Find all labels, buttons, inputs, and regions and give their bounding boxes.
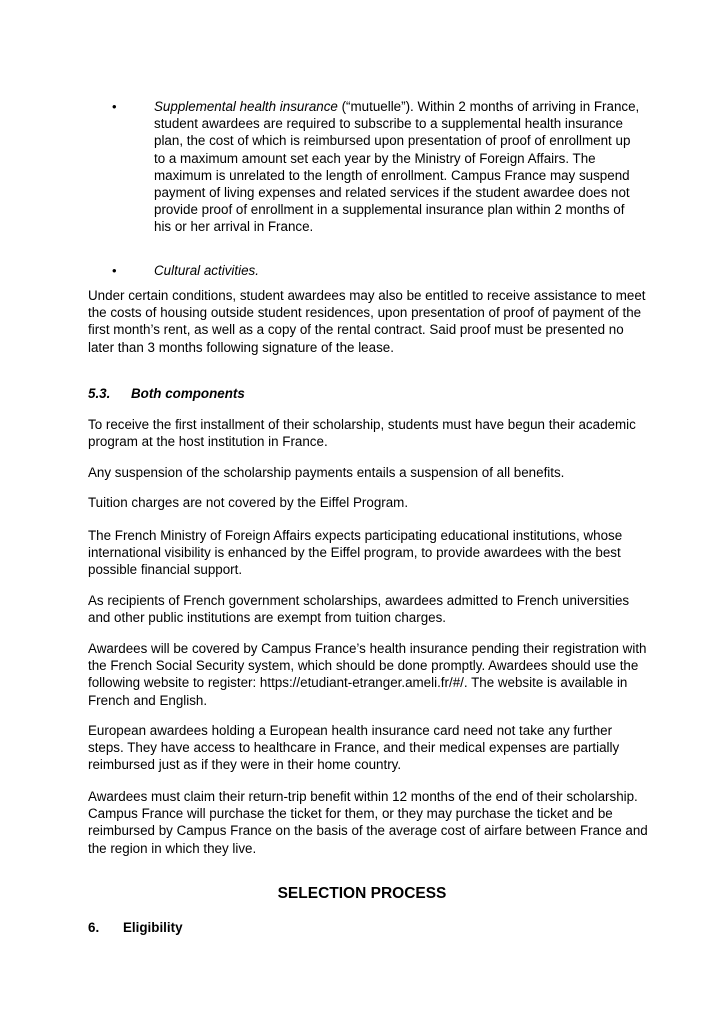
bullet-marker: • [112, 99, 117, 114]
bullet-lead: Supplemental health insurance [154, 99, 338, 114]
paragraph: Tuition charges are not covered by the Eiffel Program. [88, 495, 409, 510]
section-title: Both components [131, 386, 245, 401]
paragraph: The French Ministry of Foreign Affairs expects participating educational institutions, whose international visibility is enhanced by the Eiffel program, to provide awardees with the best possible financial support. [88, 528, 623, 578]
section-title: Eligibility [123, 920, 183, 935]
paragraph: As recipients of French government scholarships, awardees admitted to French universities and other public institutions are exempt from tuition charges. [88, 593, 630, 626]
paragraph: Awardees must claim their return-trip benefit within 12 months of the end of their scholarship. Campus France will purchase the ticket for them, or they may purchase the ticket and be reimbursed by Campus France on the basis of the average cost of airfare between France and the region in which they live. [88, 789, 648, 856]
bullet-body: (“mutuelle”). Within 2 months of arriving in France, student awardees are required to subscribe to a supplemental health insurance plan, the cost of which is reimbursed upon presentation of proof of enrollment up to a maximum amount set each year by the Ministry of Foreign Affairs. The maximum is unrelated to the length of enrollment. Campus France may suspend payment of living expenses and related services if the student awardee does not provide proof of enrollment in a supplemental insurance plan within 2 months of his or her arrival in France. [154, 99, 640, 235]
bullet-text [154, 98, 644, 236]
section-number: 6. [88, 920, 100, 935]
section-6-heading [88, 919, 183, 936]
paragraph: European awardees holding a European health insurance card need not take any further steps. They have access to healthcare in France, and their medical expenses are partially reimbursed just as if they were in their home country. [88, 723, 620, 773]
paragraph: To receive the first installment of their scholarship, students must have begun their academic program at the host institution in France. [88, 417, 636, 450]
bullet-text [154, 262, 644, 279]
paragraph: Any suspension of the scholarship payments entails a suspension of all benefits. [88, 465, 565, 480]
section-number: 5.3. [88, 386, 111, 401]
selection-process-title: SELECTION PROCESS [277, 885, 447, 902]
housing-paragraph: Under certain conditions, student awardees may also be entitled to receive assistance to meet the costs of housing outside student residences, upon presentation of proof of payment of the first month’s rent, as well as a copy of the rental contract. Said proof must be presented no later than 3 months following signature of the lease. [88, 288, 646, 355]
section-5-3-heading [88, 385, 245, 402]
bullet-marker: • [112, 263, 117, 278]
paragraph: Awardees will be covered by Campus France’s health insurance pending their registration with the French Social Security system, which should be done promptly. Awardees should use the following website to register: https://etudiant-etranger.ameli.fr/#/. The website is available in French and English. [88, 641, 647, 708]
bullet-lead: Cultural activities. [154, 263, 259, 278]
